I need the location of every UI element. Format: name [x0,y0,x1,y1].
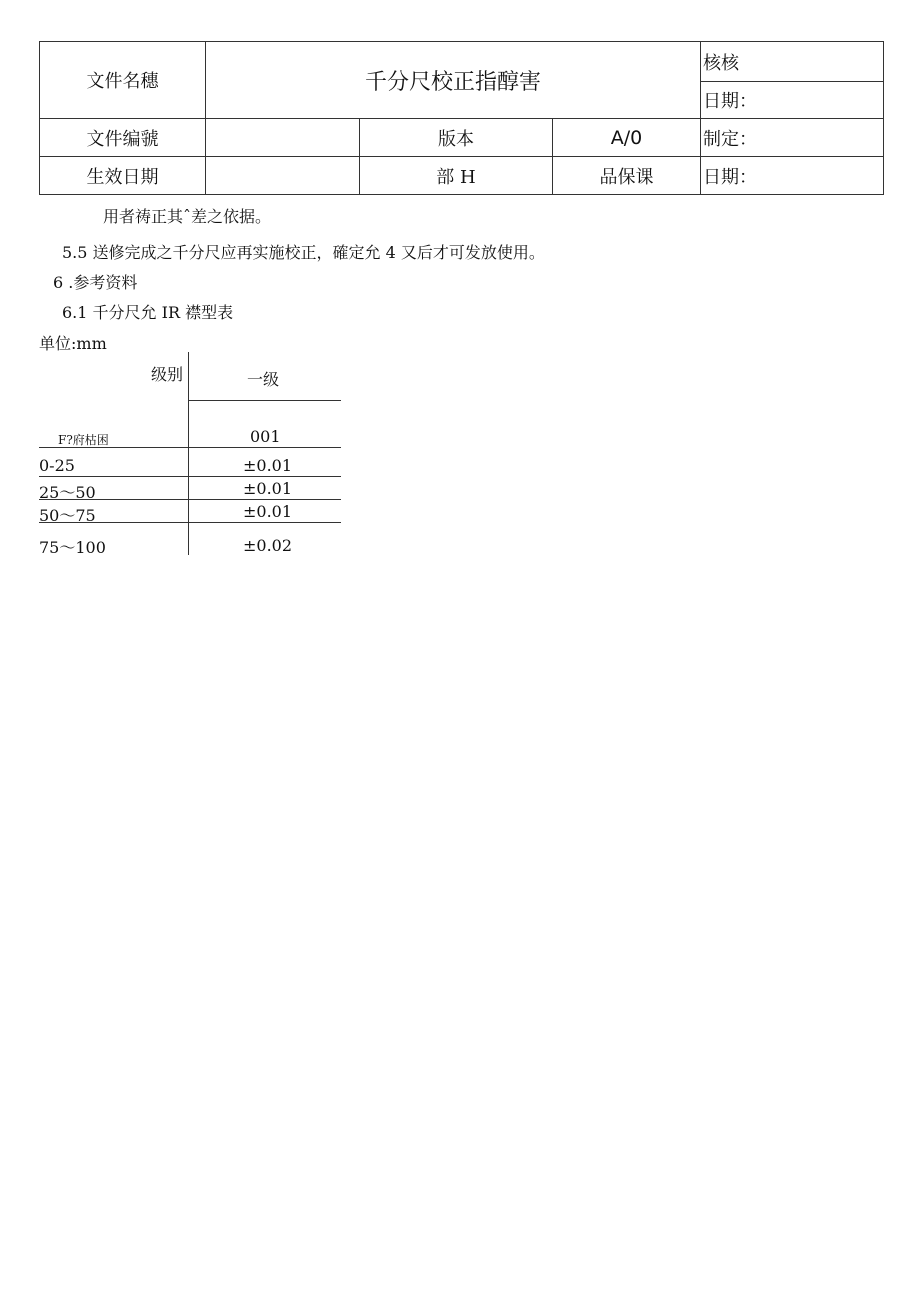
body-text-line: 用者祷正其ˆ差之依据。 [103,207,272,226]
grade-header: 级别 [151,365,184,384]
table-row-range: 50～75 [39,506,96,525]
tolerance-header: 001 [250,427,281,446]
section-5-5: 5.5 送修完成之千分尺应再实施校正，確定允 4 又后才可发放使用。 [62,243,545,262]
file-number-label: 文件编虢 [40,119,206,157]
table-row-value: ±0.02 [243,536,293,555]
review-label: 核核 [701,42,884,82]
table-row-value: ±0.01 [243,479,293,498]
level-header: 一级 [247,370,280,389]
department-value: 品保课 [553,157,701,195]
section-6-1-heading: 6.1 千分尺允 IR 襟型表 [62,303,234,322]
table-header-divider [189,400,341,401]
department-label: 部 H [360,157,553,195]
range-header: F?府枯困 [58,433,109,447]
file-number-value [206,119,360,157]
table-row-range: 0-25 [39,456,75,475]
version-value: A/0 [553,119,701,157]
table-row-value: ±0.01 [243,502,293,521]
table-row-range: 75～100 [39,538,106,557]
effective-date-sign-label: 日期： [701,157,884,195]
document-title: 千分尺校正指醇害 [206,42,701,119]
effective-date-value [206,157,360,195]
document-header-table [39,41,884,195]
table-row-divider [39,476,341,477]
unit-label: 单位:mm [39,334,107,353]
effective-date-label: 生效日期 [40,157,206,195]
table-column-divider [188,352,189,555]
table-row-range: 25～50 [39,483,96,502]
table-row-value: ±0.01 [243,456,293,475]
version-label: 版本 [360,119,553,157]
review-date-label: 日期： [701,82,884,119]
prepared-by-label: 制定： [701,119,884,157]
section-6-heading: 6 .参考资料 [53,273,138,292]
file-name-label: 文件名穗 [40,42,206,119]
